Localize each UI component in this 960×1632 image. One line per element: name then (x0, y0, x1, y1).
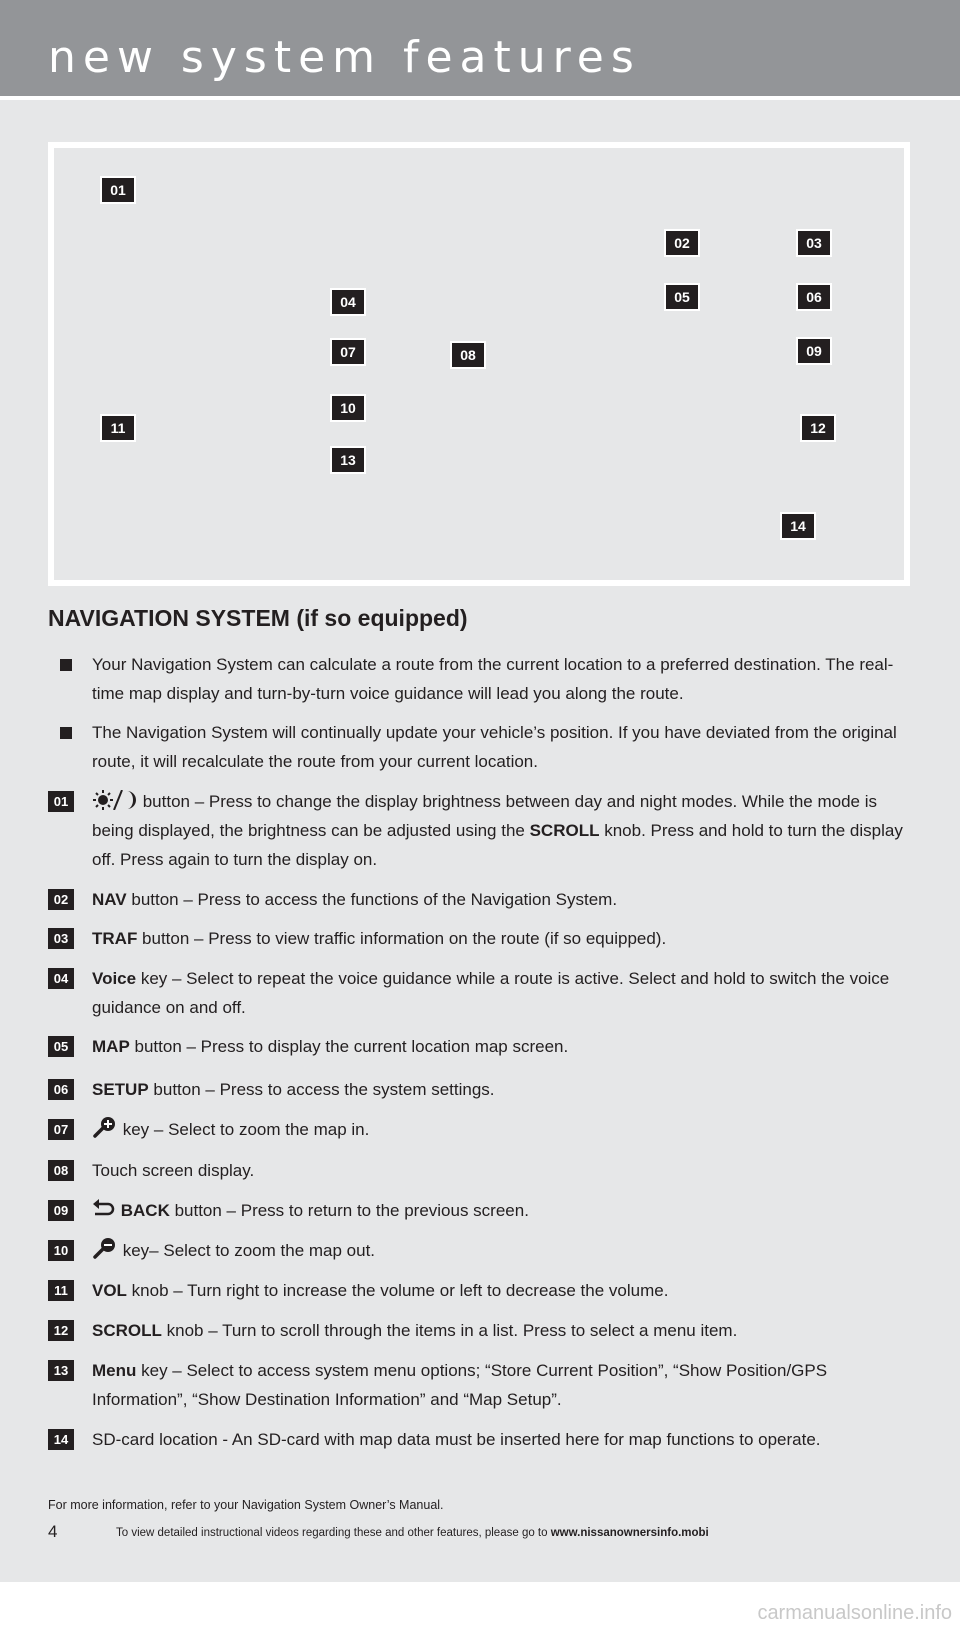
item-text: SD-card location - An SD-card with map data must be inserted here for map functions to operate. (92, 1430, 821, 1449)
item-number-badge: 14 (48, 1429, 74, 1450)
figure-panel (48, 142, 910, 586)
item-key-label: BACK (120, 1201, 170, 1220)
list-item (48, 885, 918, 914)
item-number-badge: 02 (48, 889, 74, 910)
list-item (48, 1156, 918, 1185)
item-body (92, 1115, 918, 1144)
item-key-label: TRAF (92, 929, 138, 948)
item-body (92, 1316, 918, 1345)
page-number: 4 (48, 1522, 58, 1541)
item-key-label: NAV (92, 890, 127, 909)
item-text: knob – Turn to scroll through the items in a list. Press to select a menu item. (161, 1321, 738, 1340)
item-key-label: MAP (92, 1037, 130, 1056)
list-item (48, 1032, 918, 1061)
callout-10: 10 (330, 394, 366, 422)
watermark: carmanualsonline.info (757, 1602, 952, 1624)
item-number-badge: 13 (48, 1360, 74, 1381)
list-item (48, 1236, 918, 1265)
callout-13: 13 (330, 446, 366, 474)
item-text: Touch screen display. (92, 1161, 255, 1180)
footer-prompt: To view detailed instructional videos regarding these and other features, please go to (116, 1527, 551, 1539)
item-text: key – Select to repeat the voice guidance while a route is active. Select and hold to switch the voice guidance on and off. (92, 969, 890, 1017)
bullet-square (60, 727, 72, 739)
callout-05: 05 (664, 283, 700, 311)
item-body (92, 1032, 918, 1061)
list-item (48, 964, 918, 1022)
item-key-label: Menu (92, 1361, 137, 1380)
item-text: key– Select to zoom the map out. (118, 1241, 376, 1260)
item-text: button – Press to access the functions of the Navigation System. (126, 890, 618, 909)
item-number-badge: 09 (48, 1200, 74, 1221)
item-body (92, 1276, 918, 1305)
list-item (48, 1196, 918, 1225)
item-text: button – Press to access the system settings. (148, 1080, 495, 1099)
list-item (48, 1276, 918, 1305)
callout-07: 07 (330, 338, 366, 366)
page-title: new system features (48, 32, 641, 83)
item-text: key – Select to zoom the map in. (118, 1120, 370, 1139)
callout-12: 12 (800, 414, 836, 442)
callout-14: 14 (780, 512, 816, 540)
zoom-in-icon (92, 1116, 118, 1138)
item-text: button – Press to display the current location map screen. (129, 1037, 569, 1056)
callout-06: 06 (796, 283, 832, 311)
item-key-label: Voice (92, 969, 137, 988)
callout-02: 02 (664, 229, 700, 257)
list-item (48, 1356, 918, 1414)
section-title: NAVIGATION SYSTEM (if so equipped) (48, 605, 468, 631)
item-number-badge: 08 (48, 1160, 74, 1181)
callout-09: 09 (796, 337, 832, 365)
bullet-text: Your Navigation System can calculate a route from the current location to a preferred destination. The real-time map display and turn-by-turn voice guidance will lead you along the route. (92, 655, 894, 703)
item-text: button – Press to view traffic information on the route (if so equipped). (137, 929, 667, 948)
item-key-label: SETUP (92, 1080, 149, 1099)
list-item (48, 1316, 918, 1345)
item-text: knob. Press and hold to turn the display off. Press again to turn the display on. (92, 821, 903, 869)
callout-03: 03 (796, 229, 832, 257)
item-number-badge: 01 (48, 791, 74, 812)
day-night-icon (92, 790, 138, 810)
footer-text (116, 1527, 709, 1539)
bullet-text: The Navigation System will continually update your vehicle’s position. If you have deviated from the original route, it will recalculate the route from your current location. (92, 723, 897, 771)
item-number-badge: 04 (48, 968, 74, 989)
item-key-label: SCROLL (529, 821, 600, 840)
zoom-out-icon (92, 1237, 118, 1259)
item-body (92, 885, 918, 914)
bullet-item (60, 718, 918, 776)
item-key-label: SCROLL (92, 1321, 162, 1340)
item-number-badge: 10 (48, 1240, 74, 1261)
item-number-badge: 12 (48, 1320, 74, 1341)
item-body (92, 1356, 918, 1414)
footer-url-link[interactable]: www.nissanownersinfo.mobi (550, 1527, 709, 1539)
bullet-item (60, 650, 918, 708)
item-text: button – Press to return to the previous screen. (169, 1201, 529, 1220)
item-number-badge: 05 (48, 1036, 74, 1057)
header-bar (0, 0, 960, 96)
item-number-badge: 06 (48, 1079, 74, 1100)
item-text: knob – Turn right to increase the volume or left to decrease the volume. (126, 1281, 669, 1300)
item-number-badge: 11 (48, 1280, 74, 1301)
callout-11: 11 (100, 414, 136, 442)
list-item (48, 924, 918, 953)
item-body (92, 787, 918, 874)
item-number-badge: 07 (48, 1119, 74, 1140)
item-body (92, 1425, 882, 1454)
item-number-badge: 03 (48, 928, 74, 949)
callout-08: 08 (450, 341, 486, 369)
item-body (92, 1156, 918, 1185)
item-text: key – Select to access system menu options; “Store Current Position”, “Show Position/GPS Information”, “Show Destination Information” and “Map Setup”. (92, 1361, 828, 1409)
list-item (48, 1425, 918, 1454)
callout-01: 01 (100, 176, 136, 204)
footnote: For more information, refer to your Navigation System Owner’s Manual. (48, 1498, 444, 1512)
item-body (92, 1236, 918, 1265)
bullet-square (60, 659, 72, 671)
back-arrow-icon (92, 1199, 116, 1219)
item-body (92, 1075, 918, 1104)
list-item (48, 1075, 918, 1104)
item-text: button – Press to change the display brightness between day and night modes. While the mode is being displayed, the brightness can be adjusted using the (92, 792, 878, 840)
list-item (48, 787, 918, 874)
item-body (92, 924, 918, 953)
item-body (92, 964, 918, 1022)
item-body (92, 1196, 918, 1225)
list-item (48, 1115, 918, 1144)
item-key-label: VOL (92, 1281, 127, 1300)
callout-04: 04 (330, 288, 366, 316)
